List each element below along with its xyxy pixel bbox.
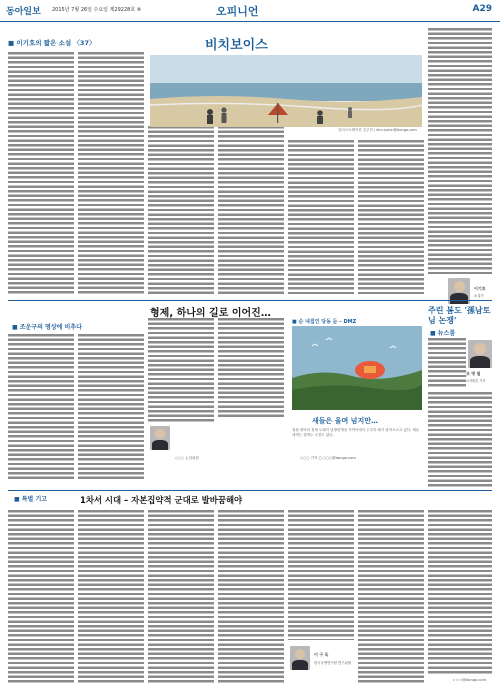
columnist-portrait: [150, 426, 170, 450]
issue-date: 2015년 7월 26일 수요일 제29228호 ⑧: [52, 7, 142, 13]
contributor-title: 한국국방연구원 연구위원: [314, 661, 352, 665]
feature-text-col-1: [8, 334, 74, 480]
bottom-text-col-1: [8, 510, 74, 684]
bottom-signature: ㅇㅇㅇ@donga.com: [452, 678, 487, 682]
reporter-title: 시사평론 기자: [466, 379, 486, 383]
feature-text-col-4: [218, 318, 284, 418]
dmz-photo: [292, 326, 422, 410]
section-divider: [8, 300, 492, 301]
feature-headline: 형제, 하나의 길로 이어진…: [150, 308, 271, 319]
feature-email: ○○○ 기자 ◻ ○○○@donga.com: [300, 456, 356, 460]
story-text-col-3: [148, 126, 214, 294]
story-text-col-5: [288, 140, 354, 294]
newsroom-label: ■ 뉴스룸: [430, 330, 456, 337]
photo-caption: 철원 평야의 철새 도래지 남방한계선 가까이에서 두루미 떼가 날아오르고 있다. 새들에게는 철책도 국경도 없다.: [292, 428, 420, 437]
columnist-caption: ○○○ 논설위원: [175, 456, 199, 460]
bottom-kicker: ■ 특별 기고: [14, 496, 48, 503]
bottom-text-col-7: [428, 510, 492, 674]
photo-column-title: ■ 순 내집인 당동 듣 – DMZ: [292, 319, 357, 325]
story-text-col-4: [218, 126, 284, 294]
newsroom-headline: 주린 봄도 '孫남토님 논쟁': [428, 306, 491, 325]
story-kicker: ■ 이기호의 짧은 소설 〈37〉: [8, 39, 96, 47]
page-number: A29: [472, 4, 492, 14]
section-title: 오피니언: [216, 5, 259, 18]
story-text-col-1: [8, 52, 74, 294]
beach-illustration: [150, 55, 422, 127]
contributor-portrait: [290, 646, 310, 670]
newspaper-logo: 동아일보: [6, 7, 41, 17]
photo-caption-title: 새들은 울며 넘지만…: [312, 417, 378, 425]
newsroom-text-top: [428, 338, 466, 388]
bottom-text-col-6: [358, 510, 424, 684]
story-text-col-6: [358, 140, 424, 294]
feature-text-col-2: [78, 334, 144, 480]
bottom-text-col-2: [78, 510, 144, 684]
reporter-portrait: [468, 340, 492, 368]
author-name: 이기호: [474, 286, 486, 291]
reporter-name: 조 명 철: [466, 371, 481, 376]
feature-text-col-3: [148, 318, 214, 422]
bottom-headline: 1차서 시대 – 자본집약적 군대로 발바꿈해야: [80, 495, 243, 505]
newsroom-text-bottom: [428, 392, 492, 488]
author-title: 소설가: [474, 294, 484, 298]
illustration-credit: 일러스트레이션 김주민 / kim.jumin@donga.com: [338, 128, 417, 132]
feature-kicker: ■ 조운구의 명상에 비추다: [12, 324, 82, 331]
story-headline: 비치보이스: [205, 38, 268, 53]
bottom-divider: [8, 490, 492, 491]
story-text-col-2: [78, 52, 144, 294]
bottom-text-col-4: [218, 510, 284, 684]
bottom-text-col-3: [148, 510, 214, 684]
bottom-text-col-5: [288, 510, 354, 640]
masthead: [0, 0, 500, 22]
story-text-col-7: [428, 28, 492, 274]
contributor-name: 이 구 옥: [314, 652, 329, 657]
